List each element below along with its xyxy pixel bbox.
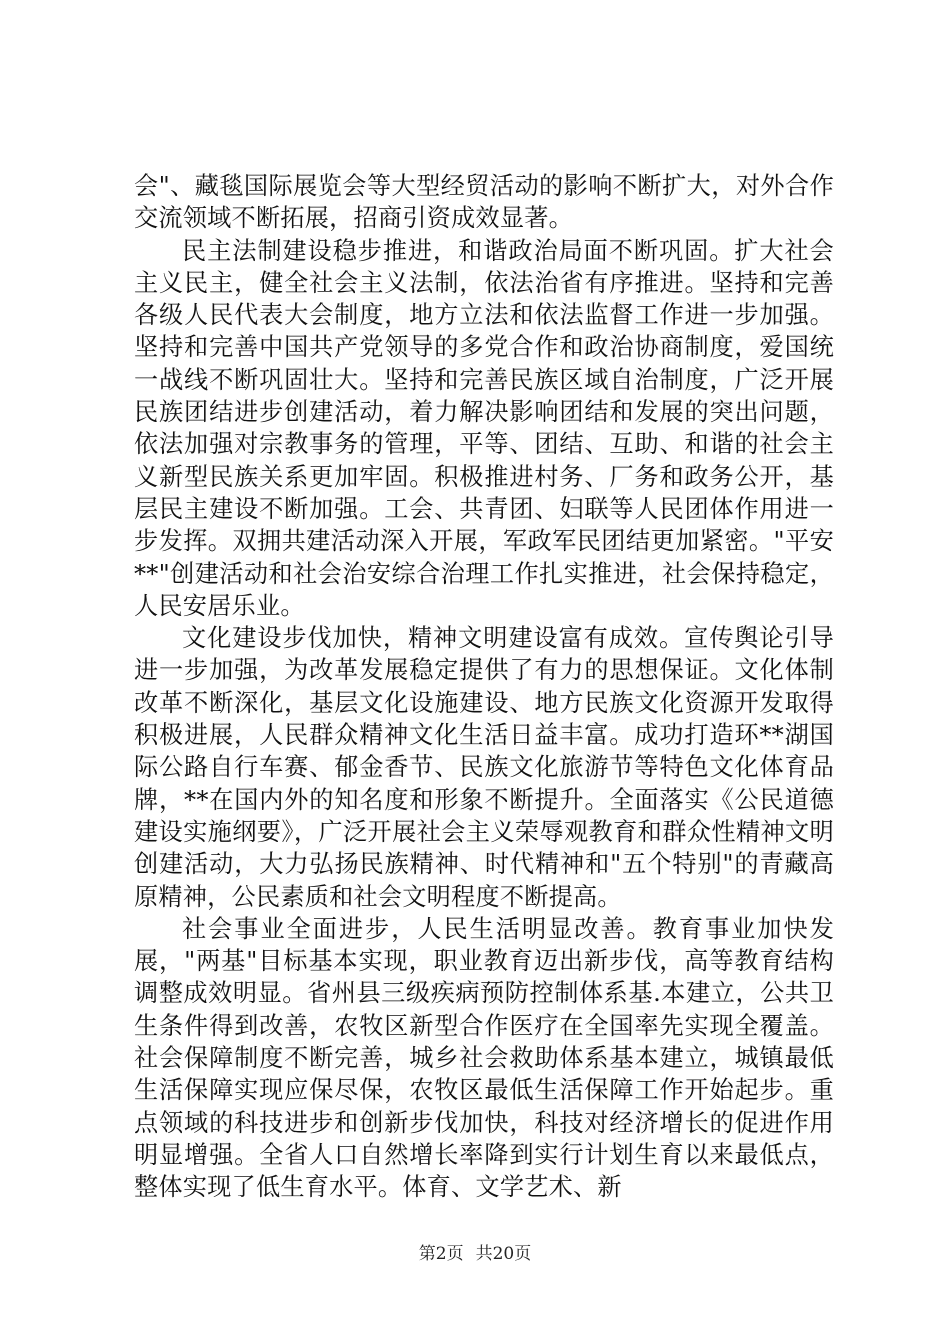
paragraph-1: 会"、藏毯国际展览会等大型经贸活动的影响不断扩大，对外合作交流领域不断拓展，招商引资成效显著。: [134, 172, 834, 233]
page-number: 第2页: [418, 1244, 464, 1264]
paragraph-4: 社会事业全面进步，人民生活明显改善。教育事业加快发展，"两基"目标基本实现，职业教育迈出新步伐，高等教育结构调整成效明显。省州县三级疾病预防控制体系基.本建立，公共卫生条件得到改善，农牧区新型合作医疗在全国率先实现全覆盖。社会保障制度不断完善，城乡社会救助体系基本建立，城镇最低生活保障实现应保尽保，农牧区最低生活保障工作开始起步。重点领域的科技进步和创新步伐加快，科技对经济增长的促进作用明显增强。全省人口自然增长率降到实行计划生育以来最低点，整体实现了低生育水平。体育、文学艺术、新: [134, 914, 834, 1202]
body-text: [134, 170, 834, 1204]
page-total: 共20页: [475, 1244, 532, 1264]
paragraph-2: 民主法制建设稳步推进，和谐政治局面不断巩固。扩大社会主义民主，健全社会主义法制，依法治省有序推进。坚持和完善各级人民代表大会制度，地方立法和依法监督工作进一步加强。坚持和完善中国共产党领导的多党合作和政治协商制度，爱国统一战线不断巩固壮大。坚持和完善民族区域自治制度，广泛开展民族团结进步创建活动，着力解决影响团结和发展的突出问题，依法加强对宗教事务的管理，平等、团结、互助、和谐的社会主义新型民族关系更加牢固。积极推进村务、厂务和政务公开，基层民主建设不断加强。工会、共青团、妇联等人民团体作用进一步发挥。双拥共建活动深入开展，军政军民团结更加紧密。"平安**"创建活动和社会治安综合治理工作扎实推进，社会保持稳定，人民安居乐业。: [134, 236, 834, 620]
page-footer: [0, 1243, 950, 1265]
paragraph-3: 文化建设步伐加快，精神文明建设富有成效。宣传舆论引导进一步加强，为改革发展稳定提供了有力的思想保证。文化体制改革不断深化，基层文化设施建设、地方民族文化资源开发取得积极进展，人民群众精神文化生活日益丰富。成功打造环**湖国际公路自行车赛、郁金香节、民族文化旅游节等特色文化体育品牌，**在国内外的知名度和形象不断提升。全面落实《公民道德建设实施纲要》，广泛开展社会主义荣辱观教育和群众性精神文明创建活动，大力弘扬民族精神、时代精神和"五个特别"的青藏高原精神，公民素质和社会文明程度不断提高。: [134, 624, 834, 911]
